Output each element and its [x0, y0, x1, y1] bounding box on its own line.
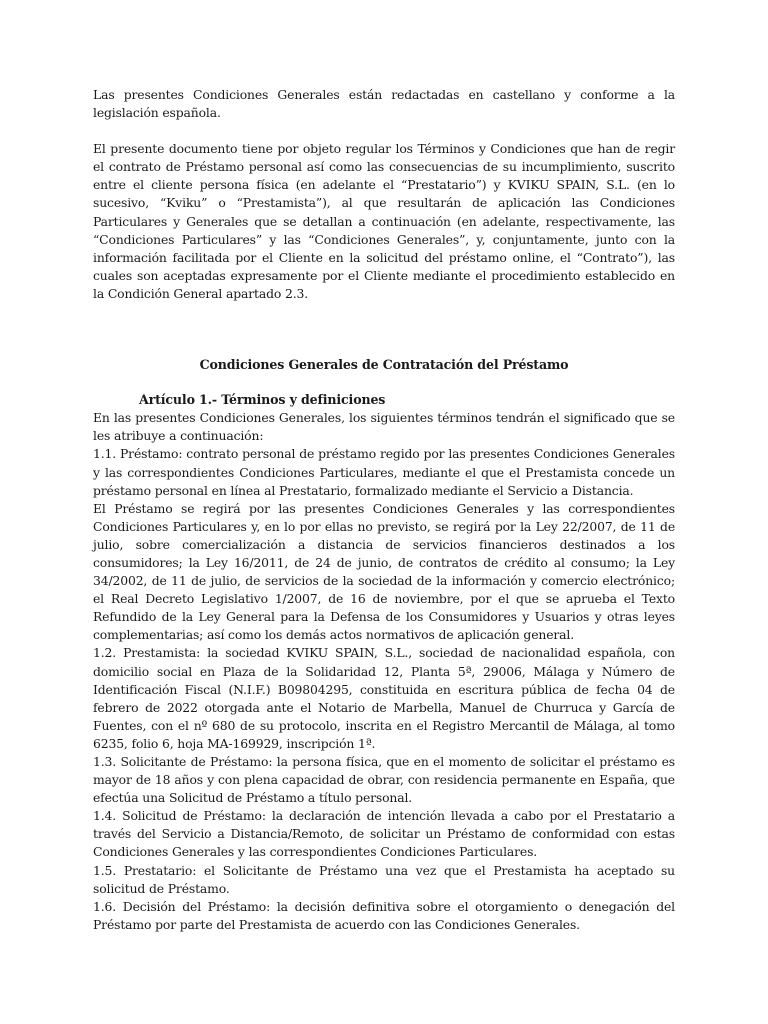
intro-paragraph-purpose: El presente documento tiene por objeto regular los Términos y Condiciones que han de regir el contrato de Préstamo personal así como las consecuencias de su incumplimiento, suscrito entre el cliente persona física (en adelante el “Prestatario”) y KVIKU SPAIN, S.L. (en lo sucesivo, “Kviku” o “Prestamista”), al que resultarán de aplicación las Condiciones Particulares y Generales que se detallan a continuación (en adelante, respectivamente, las “Condiciones Particulares” y las “Condiciones Generales”, y, conjuntamente, junto con la información facilitada por el Cliente en la solicitud del préstamo online, el “Contrato”), las cuales son aceptadas expresamente por el Cliente mediante el procedimiento establecido en la Condición General apartado 2.3.	[93, 141, 675, 301]
definition-1-3: 1.3. Solicitante de Préstamo: la persona física, que en el momento de solicitar el préstamo es mayor de 18 años y con plena capacidad de obrar, con residencia permanente en España, que efectúa una Solicitud de Préstamo a título personal.	[93, 754, 675, 806]
definition-1-1: 1.1. Préstamo: contrato personal de préstamo regido por las presentes Condiciones Generales y las correspondientes Condiciones Particulares, mediante el que el Prestamista concede un préstamo personal en línea al Prestatario, formalizado mediante el Servicio a Distancia.	[93, 446, 675, 498]
definition-1-2: 1.2. Prestamista: la sociedad KVIKU SPAIN, S.L., sociedad de nacionalidad española, con domicilio social en Plaza de la Solidaridad 12, Planta 5ª, 29006, Málaga y Número de Identificación Fiscal (N.I.F.) B09804295, constituida en escritura pública de fecha 04 de febrero de 2022 otorgada ante el Notario de Marbella, Manuel de Churruca y García de Fuentes, con el nº 680 de su protocolo, inscrita en el Registro Mercantil de Málaga, al tomo 6235, folio 6, hoja MA-169929, inscripción 1ª.	[93, 645, 675, 751]
definition-1-1-continuation: El Préstamo se regirá por las presentes Condiciones Generales y las correspondientes Condiciones Particulares y, en lo por ellas no previsto, se regirá por la Ley 22/2007, de 11 de julio, sobre comercialización a distancia de servicios financieros destinados a los consumidores; la Ley 16/2011, de 24 de junio, de contratos de crédito al consumo; la Ley 34/2002, de 11 de julio, de servicios de la sociedad de la información y comercio electrónico; el Real Decreto Legislativo 1/2007, de 16 de noviembre, por el que se aprueba el Texto Refundido de la Ley General para la Defensa de los Consumidores y Usuarios y otras leyes complementarias; así como los demás actos normativos de aplicación general.	[93, 500, 675, 643]
intro-paragraph-language: Las presentes Condiciones Generales están redactadas en castellano y conforme a la legislación española.	[93, 87, 675, 121]
definition-1-5: 1.5. Prestatario: el Solicitante de Préstamo una vez que el Prestamista ha aceptado su solicitud de Préstamo.	[93, 862, 675, 896]
definition-1-4: 1.4. Solicitud de Préstamo: la declaración de intención llevada a cabo por el Prestatario a través del Servicio a Distancia/Remoto, de solicitar un Préstamo de conformidad con estas Condiciones Generales y las correspondientes Condiciones Particulares.	[93, 808, 675, 860]
section-title: Condiciones Generales de Contratación del Préstamo	[199, 357, 569, 373]
document-page	[93, 86, 675, 934]
article-1-title: Artículo 1.- Términos y definiciones	[139, 392, 386, 408]
definition-1-6: 1.6. Decisión del Préstamo: la decisión definitiva sobre el otorgamiento o denegación del Préstamo por parte del Prestamista de acuerdo con las Condiciones Generales.	[93, 898, 675, 932]
article-1-intro: En las presentes Condiciones Generales, los siguientes términos tendrán el significado que se les atribuye a continuación:	[93, 410, 675, 444]
